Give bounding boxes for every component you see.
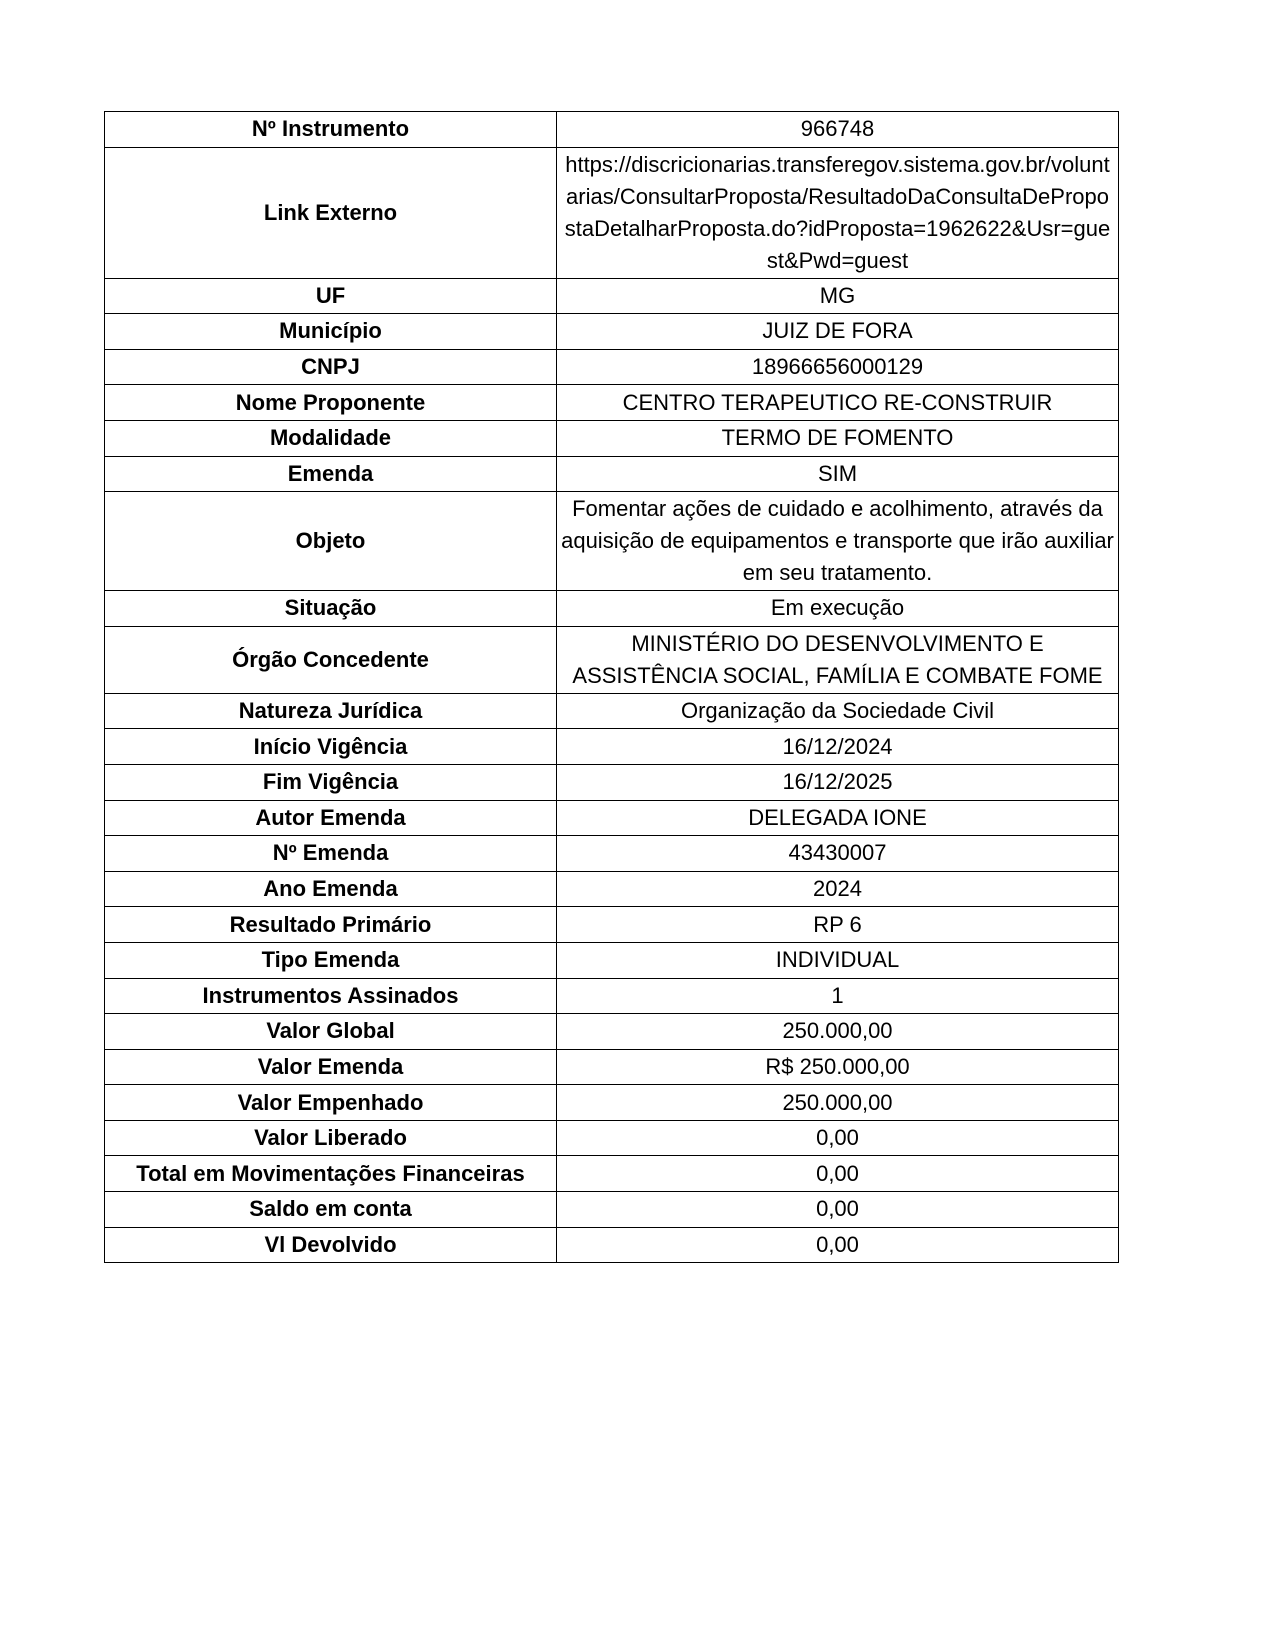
row-label: Ano Emenda	[105, 871, 557, 907]
row-value: Fomentar ações de cuidado e acolhimento, através da aquisição de equipamentos e transporte que irão auxiliar em seu tratamento.	[557, 492, 1119, 591]
table-row-natureza-juridica	[105, 693, 1119, 729]
table-row-valor-liberado	[105, 1120, 1119, 1156]
row-label: Situação	[105, 591, 557, 627]
table-row-cnpj	[105, 349, 1119, 385]
table-row-saldo-em-conta	[105, 1192, 1119, 1228]
row-label: Tipo Emenda	[105, 942, 557, 978]
row-label: Autor Emenda	[105, 800, 557, 836]
row-value: 1	[557, 978, 1119, 1014]
row-value: 966748	[557, 112, 1119, 148]
row-label: Valor Empenhado	[105, 1085, 557, 1121]
row-value: 0,00	[557, 1156, 1119, 1192]
row-value: RP 6	[557, 907, 1119, 943]
table-row-situacao	[105, 591, 1119, 627]
row-value: MG	[557, 278, 1119, 314]
row-label: CNPJ	[105, 349, 557, 385]
table-row-total-movimentacoes	[105, 1156, 1119, 1192]
table-row-autor-emenda	[105, 800, 1119, 836]
row-value: INDIVIDUAL	[557, 942, 1119, 978]
row-value: 16/12/2025	[557, 764, 1119, 800]
row-label: Link Externo	[105, 147, 557, 278]
row-value: SIM	[557, 456, 1119, 492]
row-value: CENTRO TERAPEUTICO RE-CONSTRUIR	[557, 385, 1119, 421]
row-value: Organização da Sociedade Civil	[557, 693, 1119, 729]
row-value: 0,00	[557, 1192, 1119, 1228]
row-value: Em execução	[557, 591, 1119, 627]
row-label: Total em Movimentações Financeiras	[105, 1156, 557, 1192]
table-row-valor-empenhado	[105, 1085, 1119, 1121]
row-value: 16/12/2024	[557, 729, 1119, 765]
row-label: Natureza Jurídica	[105, 693, 557, 729]
row-value: 0,00	[557, 1227, 1119, 1263]
row-value: 250.000,00	[557, 1085, 1119, 1121]
instrument-details-table	[104, 111, 1119, 1263]
row-label: Saldo em conta	[105, 1192, 557, 1228]
row-value: 250.000,00	[557, 1014, 1119, 1050]
row-value: MINISTÉRIO DO DESENVOLVIMENTO E ASSISTÊNCIA SOCIAL, FAMÍLIA E COMBATE FOME	[557, 626, 1119, 693]
row-value: TERMO DE FOMENTO	[557, 420, 1119, 456]
table-row-orgao-concedente	[105, 626, 1119, 693]
row-label: Emenda	[105, 456, 557, 492]
row-value: 2024	[557, 871, 1119, 907]
row-label: Vl Devolvido	[105, 1227, 557, 1263]
row-label: Órgão Concedente	[105, 626, 557, 693]
table-row-instrumentos-assinados	[105, 978, 1119, 1014]
row-label: Nome Proponente	[105, 385, 557, 421]
table-row-numero-emenda	[105, 836, 1119, 872]
row-label: Objeto	[105, 492, 557, 591]
row-label: Início Vigência	[105, 729, 557, 765]
row-value: 0,00	[557, 1120, 1119, 1156]
table-row-emenda	[105, 456, 1119, 492]
table-row-link-externo	[105, 147, 1119, 278]
row-label: Nº Emenda	[105, 836, 557, 872]
external-link-value[interactable]: https://discricionarias.transferegov.sistema.gov.br/voluntarias/ConsultarProposta/ResultadoDaConsultaDePropostaDetalharProposta.do?idProposta=1962622&Usr=guest&Pwd=guest	[557, 147, 1119, 278]
row-label: Resultado Primário	[105, 907, 557, 943]
table-row-uf	[105, 278, 1119, 314]
row-label: Valor Liberado	[105, 1120, 557, 1156]
row-label: Fim Vigência	[105, 764, 557, 800]
table-row-vl-devolvido	[105, 1227, 1119, 1263]
table-row-municipio	[105, 314, 1119, 350]
table-row-nome-proponente	[105, 385, 1119, 421]
table-row-valor-emenda	[105, 1049, 1119, 1085]
row-value: DELEGADA IONE	[557, 800, 1119, 836]
row-label: Município	[105, 314, 557, 350]
row-label: Instrumentos Assinados	[105, 978, 557, 1014]
table-row-ano-emenda	[105, 871, 1119, 907]
row-value: 43430007	[557, 836, 1119, 872]
row-label: Modalidade	[105, 420, 557, 456]
table-row-objeto	[105, 492, 1119, 591]
row-label: Nº Instrumento	[105, 112, 557, 148]
table-row-modalidade	[105, 420, 1119, 456]
row-label: Valor Emenda	[105, 1049, 557, 1085]
row-value: JUIZ DE FORA	[557, 314, 1119, 350]
table-row-fim-vigencia	[105, 764, 1119, 800]
table-row-valor-global	[105, 1014, 1119, 1050]
table-row-inicio-vigencia	[105, 729, 1119, 765]
row-value: 18966656000129	[557, 349, 1119, 385]
row-label: UF	[105, 278, 557, 314]
table-row-resultado-primario	[105, 907, 1119, 943]
table-row-instrumento	[105, 112, 1119, 148]
row-value: R$ 250.000,00	[557, 1049, 1119, 1085]
row-label: Valor Global	[105, 1014, 557, 1050]
table-row-tipo-emenda	[105, 942, 1119, 978]
